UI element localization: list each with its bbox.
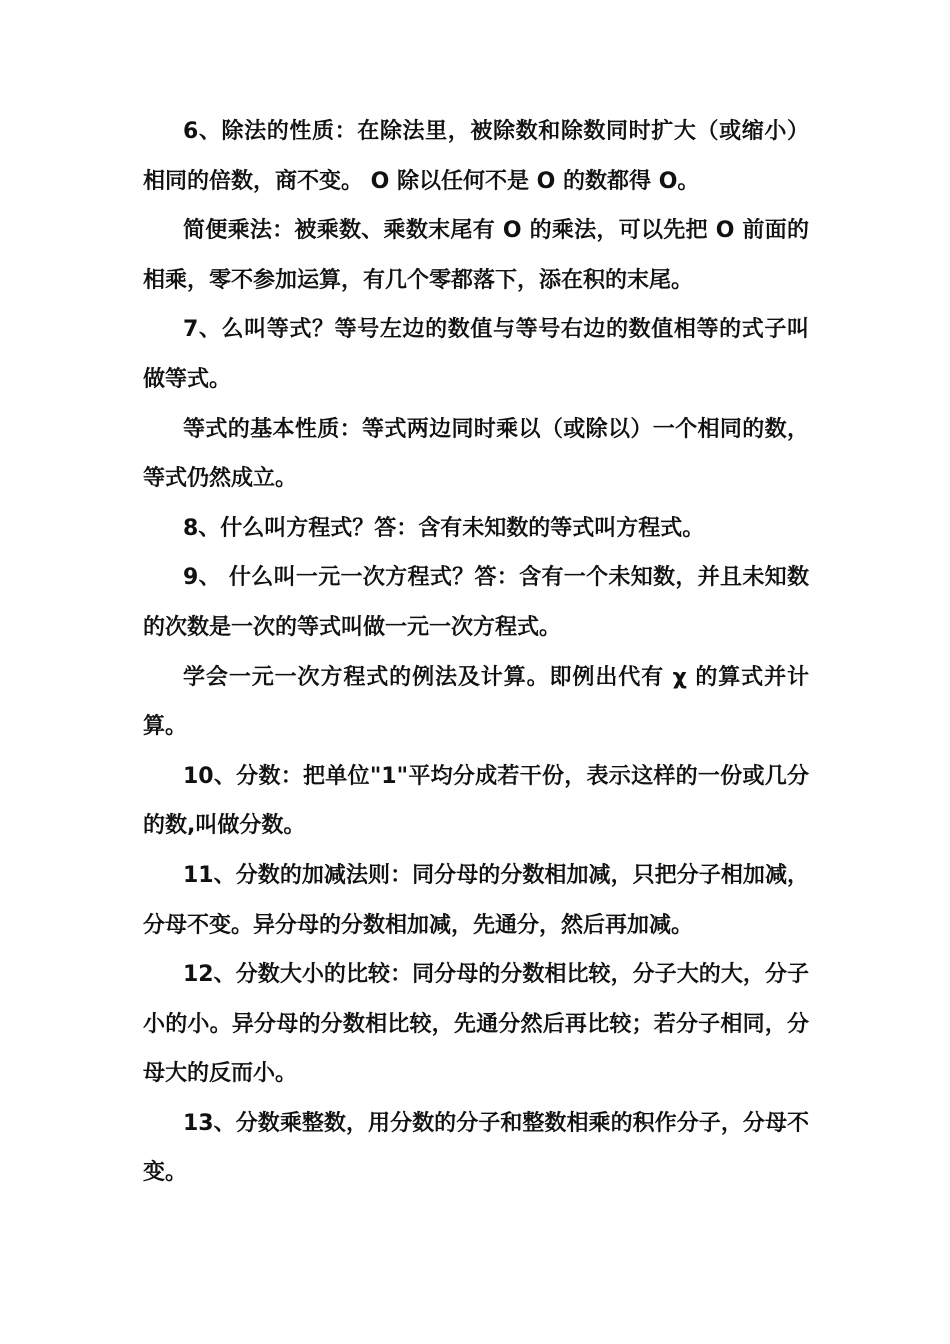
paragraph-fraction-add-subtract: 11、分数的加减法则：同分母的分数相加减，只把分子相加减，分母不变。异分母的分数相加减，先通分，然后再加减。 <box>143 862 809 938</box>
paragraph-linear-equation-practice: 学会一元一次方程式的例法及计算。即例出代有 χ 的算式并计算。 <box>143 664 809 740</box>
document-page <box>143 107 809 1198</box>
paragraph-linear-equation: 9、 什么叫一元一次方程式？答：含有一个未知数，并且未知数的次数是一次的等式叫做一元一次方程式。 <box>143 565 809 640</box>
paragraph-fraction-definition: 10、分数：把单位"1"平均分成若干份，表示这样的一份或几分的数,叫做分数。 <box>143 763 809 839</box>
paragraph-division-property: 6、除法的性质：在除法里，被除数和除数同时扩大（或缩小）相同的倍数，商不变。 O 除以任何不是 O 的数都得 O。 <box>143 119 809 194</box>
paragraph-what-is-equation: 8、什么叫方程式？答：含有未知数的等式叫方程式。 <box>183 515 705 541</box>
paragraph-fraction-comparison: 12、分数大小的比较：同分母的分数相比较，分子大的大，分子小的小。异分母的分数相比较，先通分然后再比较；若分子相同，分母大的反而小。 <box>143 962 809 1087</box>
paragraph-fraction-times-integer: 13、分数乘整数，用分数的分子和整数相乘的积作分子，分母不变。 <box>143 1110 809 1186</box>
paragraph-equation-property: 等式的基本性质：等式两边同时乘以（或除以）一个相同的数，等式仍然成立。 <box>143 416 809 492</box>
paragraph-equation-definition: 7、么叫等式？等号左边的数值与等号右边的数值相等的式子叫做等式。 <box>143 317 809 392</box>
paragraph-simple-multiplication: 简便乘法：被乘数、乘数末尾有 O 的乘法，可以先把 O 前面的相乘，零不参加运算，有几个零都落下，添在积的末尾。 <box>143 218 809 293</box>
